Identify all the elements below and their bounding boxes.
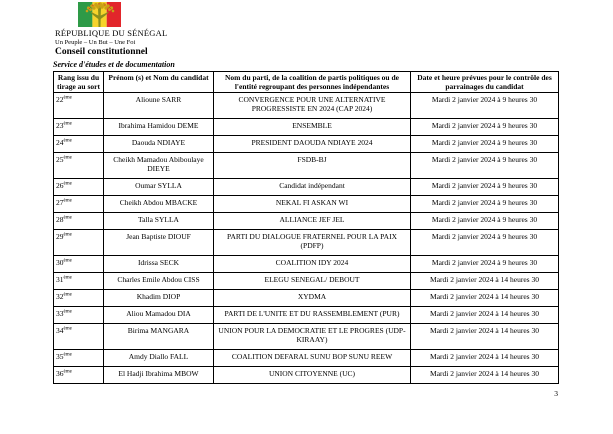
table-row <box>54 153 559 179</box>
datetime-cell: Mardi 2 janvier 2024 à 14 heures 30 <box>411 367 559 384</box>
rank-cell: 24ème <box>54 136 104 153</box>
table-row <box>54 290 559 307</box>
datetime-cell: Mardi 2 janvier 2024 à 14 heures 30 <box>411 307 559 324</box>
rank-cell: 32ème <box>54 290 104 307</box>
candidate-cell: Alioune SARR <box>104 93 214 119</box>
candidate-cell: Ibrahima Hamidou DEME <box>104 119 214 136</box>
rank-cell: 22ème <box>54 93 104 119</box>
table-row <box>54 136 559 153</box>
party-cell: ENSEMBLE <box>214 119 411 136</box>
party-cell: ELEGU SENEGAL/ DEBOUT <box>214 273 411 290</box>
datetime-cell: Mardi 2 janvier 2024 à 9 heures 30 <box>411 153 559 179</box>
table-row <box>54 273 559 290</box>
rank-cell: 35ème <box>54 350 104 367</box>
candidate-cell: Aliou Mamadou DIA <box>104 307 214 324</box>
candidate-cell: El Hadji Ibrahima MBOW <box>104 367 214 384</box>
table-row <box>54 367 559 384</box>
rank-cell: 27ème <box>54 196 104 213</box>
national-motto: Un Peuple – Un But – Une Foi <box>55 38 136 46</box>
column-header-0: Rang issu du tirage au sort <box>54 72 104 93</box>
datetime-cell: Mardi 2 janvier 2024 à 14 heures 30 <box>411 273 559 290</box>
table-row <box>54 256 559 273</box>
column-header-3: Date et heure prévues pour le contrôle des parrainages du candidat <box>411 72 559 93</box>
party-cell: UNION CITOYENNE (UC) <box>214 367 411 384</box>
table-row <box>54 93 559 119</box>
datetime-cell: Mardi 2 janvier 2024 à 9 heures 30 <box>411 256 559 273</box>
rank-cell: 28ème <box>54 213 104 230</box>
party-cell: PARTI DU DIALOGUE FRATERNEL POUR LA PAIX (PDFP) <box>214 230 411 256</box>
datetime-cell: Mardi 2 janvier 2024 à 9 heures 30 <box>411 93 559 119</box>
rank-cell: 26ème <box>54 179 104 196</box>
candidate-cell: Amdy Diallo FALL <box>104 350 214 367</box>
party-cell: UNION POUR LA DEMOCRATIE ET LE PROGRES (UDP-KIRAAY) <box>214 324 411 350</box>
table-row <box>54 324 559 350</box>
table-row <box>54 230 559 256</box>
senegal-emblem-logo <box>78 2 121 27</box>
column-header-2: Nom du parti, de la coalition de partis politiques ou de l'entité regroupant des personnes indépendantes <box>214 72 411 93</box>
candidate-cell: Cheikh Mamadou Abiboulaye DIEYE <box>104 153 214 179</box>
candidate-cell: Talla SYLLA <box>104 213 214 230</box>
candidates-table <box>53 71 559 384</box>
rank-cell: 36ème <box>54 367 104 384</box>
candidate-cell: Jean Baptiste DIOUF <box>104 230 214 256</box>
datetime-cell: Mardi 2 janvier 2024 à 14 heures 30 <box>411 324 559 350</box>
party-cell: ALLIANCE JEF JEL <box>214 213 411 230</box>
institution-title: Conseil constitutionnel <box>55 47 148 57</box>
candidate-cell: Cheikh Abdou MBACKE <box>104 196 214 213</box>
datetime-cell: Mardi 2 janvier 2024 à 9 heures 30 <box>411 196 559 213</box>
candidate-cell: Birima MANGARA <box>104 324 214 350</box>
table-header-row <box>54 72 559 93</box>
rank-cell: 33ème <box>54 307 104 324</box>
candidate-cell: Charles Emile Abdou CISS <box>104 273 214 290</box>
party-cell: COALITION DEFARAL SUNU BOP SUNU REEW <box>214 350 411 367</box>
party-cell: CONVERGENCE POUR UNE ALTERNATIVE PROGRESSISTE EN 2024 (CAP 2024) <box>214 93 411 119</box>
party-cell: PRESIDENT DAOUDA NDIAYE 2024 <box>214 136 411 153</box>
rank-cell: 25ème <box>54 153 104 179</box>
rank-cell: 23ème <box>54 119 104 136</box>
datetime-cell: Mardi 2 janvier 2024 à 14 heures 30 <box>411 350 559 367</box>
datetime-cell: Mardi 2 janvier 2024 à 9 heures 30 <box>411 119 559 136</box>
candidate-cell: Khadim DIOP <box>104 290 214 307</box>
service-title: Service d'études et de documentation <box>53 60 175 69</box>
rank-cell: 31ème <box>54 273 104 290</box>
party-cell: XYDMA <box>214 290 411 307</box>
datetime-cell: Mardi 2 janvier 2024 à 9 heures 30 <box>411 213 559 230</box>
party-cell: NEKAL FI ASKAN WI <box>214 196 411 213</box>
table-row <box>54 119 559 136</box>
datetime-cell: Mardi 2 janvier 2024 à 9 heures 30 <box>411 179 559 196</box>
candidates-table-body <box>54 93 559 384</box>
table-row <box>54 213 559 230</box>
datetime-cell: Mardi 2 janvier 2024 à 9 heures 30 <box>411 136 559 153</box>
rank-cell: 30ème <box>54 256 104 273</box>
republic-title: RÉPUBLIQUE DU SÉNÉGAL <box>55 28 168 38</box>
datetime-cell: Mardi 2 janvier 2024 à 9 heures 30 <box>411 230 559 256</box>
party-cell: FSDB-BJ <box>214 153 411 179</box>
column-header-1: Prénom (s) et Nom du candidat <box>104 72 214 93</box>
candidate-cell: Oumar SYLLA <box>104 179 214 196</box>
party-cell: PARTI DE L'UNITE ET DU RASSEMBLEMENT (PUR) <box>214 307 411 324</box>
table-row <box>54 196 559 213</box>
candidate-cell: Daouda NDIAYE <box>104 136 214 153</box>
rank-cell: 29ème <box>54 230 104 256</box>
table-row <box>54 179 559 196</box>
candidate-cell: Idrissa SECK <box>104 256 214 273</box>
table-row <box>54 350 559 367</box>
rank-cell: 34ème <box>54 324 104 350</box>
party-cell: COALITION IDY 2024 <box>214 256 411 273</box>
party-cell: Candidat indépendant <box>214 179 411 196</box>
page-number: 3 <box>554 389 558 398</box>
datetime-cell: Mardi 2 janvier 2024 à 14 heures 30 <box>411 290 559 307</box>
table-row <box>54 307 559 324</box>
